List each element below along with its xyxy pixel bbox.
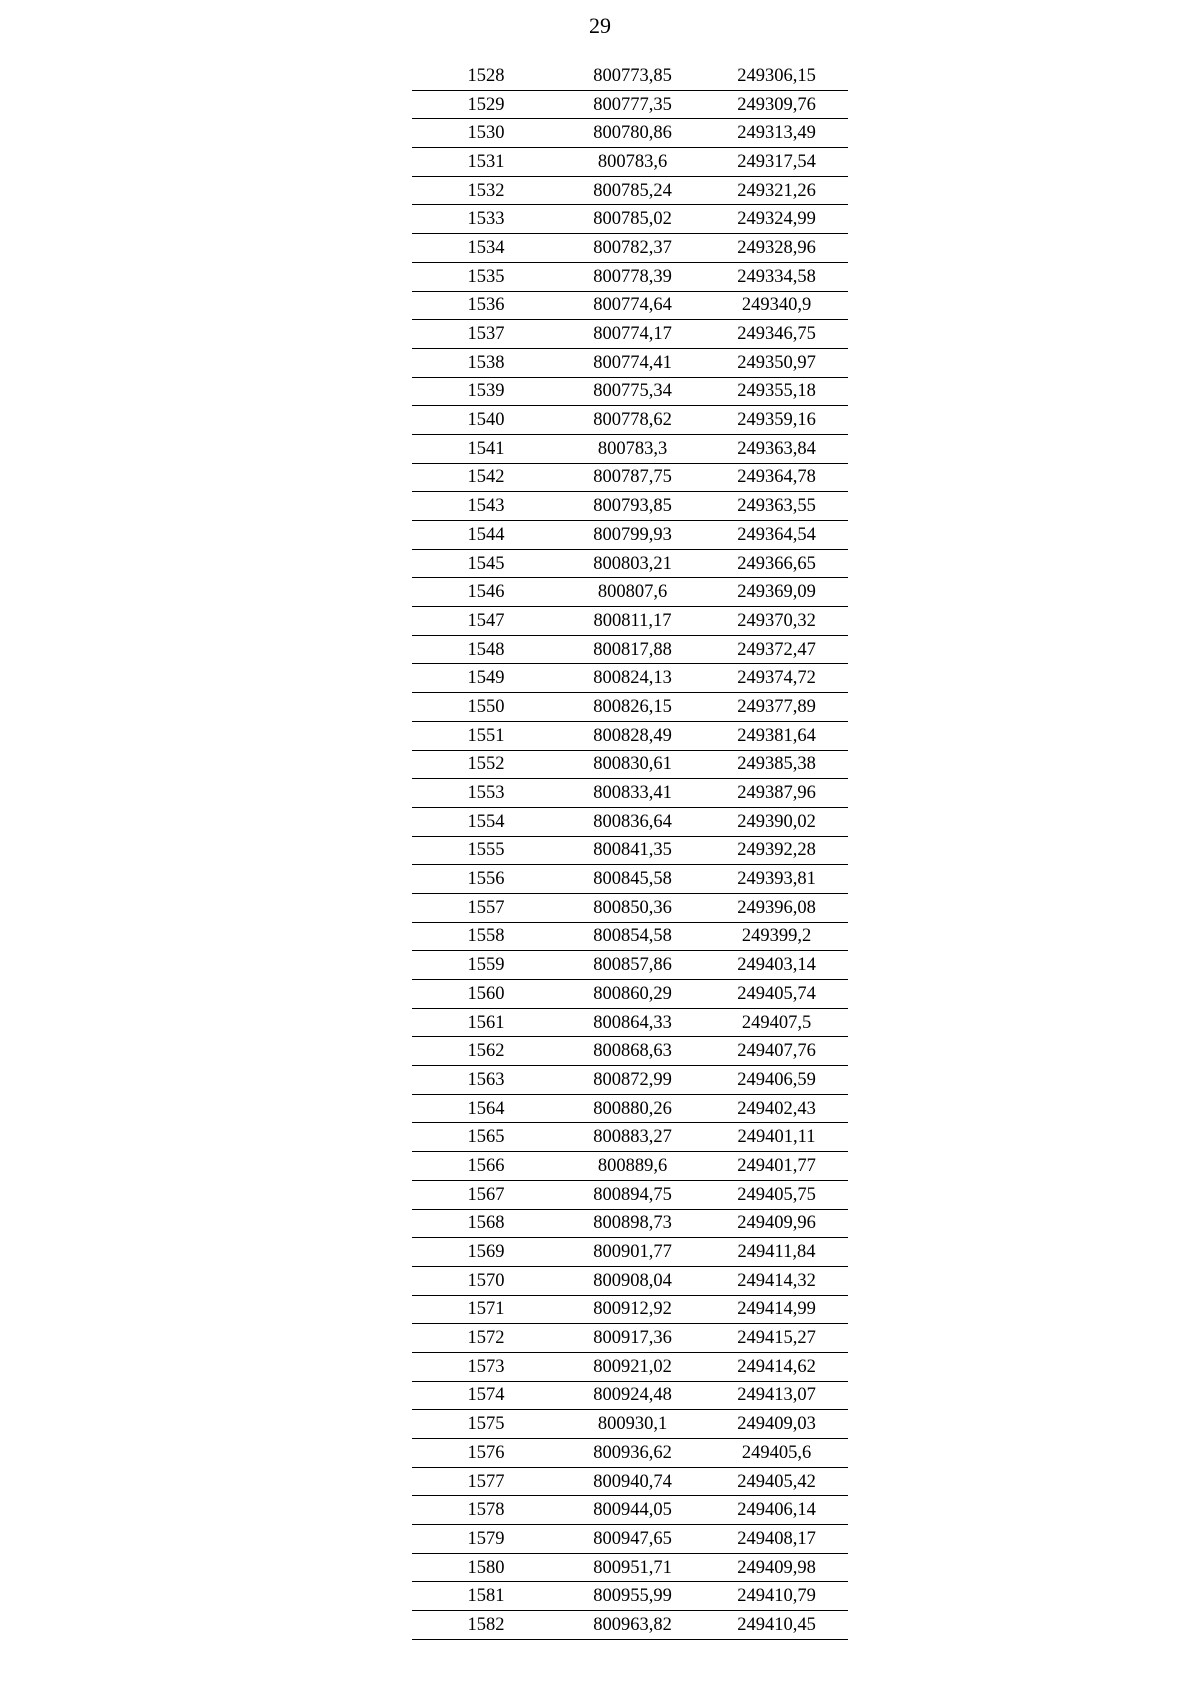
y-coordinate-cell: 249355,18: [705, 377, 848, 406]
x-coordinate-cell: 800824,13: [560, 664, 705, 693]
table-row: [412, 865, 848, 894]
y-coordinate-cell: 249366,65: [705, 549, 848, 578]
point-number-cell: 1546: [412, 578, 560, 607]
x-coordinate-cell: 800774,64: [560, 291, 705, 320]
coordinates-table-body: [412, 62, 848, 1639]
point-number-cell: 1577: [412, 1467, 560, 1496]
point-number-cell: 1578: [412, 1496, 560, 1525]
x-coordinate-cell: 800841,35: [560, 836, 705, 865]
y-coordinate-cell: 249414,99: [705, 1295, 848, 1324]
y-coordinate-cell: 249405,74: [705, 980, 848, 1009]
y-coordinate-cell: 249359,16: [705, 406, 848, 435]
x-coordinate-cell: 800830,61: [560, 750, 705, 779]
table-row: [412, 521, 848, 550]
point-number-cell: 1547: [412, 607, 560, 636]
y-coordinate-cell: 249406,59: [705, 1066, 848, 1095]
point-number-cell: 1555: [412, 836, 560, 865]
point-number-cell: 1558: [412, 922, 560, 951]
table-row: [412, 348, 848, 377]
x-coordinate-cell: 800845,58: [560, 865, 705, 894]
y-coordinate-cell: 249381,64: [705, 721, 848, 750]
x-coordinate-cell: 800782,37: [560, 234, 705, 263]
y-coordinate-cell: 249340,9: [705, 291, 848, 320]
y-coordinate-cell: 249399,2: [705, 922, 848, 951]
table-row: [412, 262, 848, 291]
x-coordinate-cell: 800833,41: [560, 779, 705, 808]
x-coordinate-cell: 800947,65: [560, 1525, 705, 1554]
table-row: [412, 549, 848, 578]
table-row: [412, 836, 848, 865]
y-coordinate-cell: 249414,62: [705, 1352, 848, 1381]
y-coordinate-cell: 249409,96: [705, 1209, 848, 1238]
x-coordinate-cell: 800883,27: [560, 1123, 705, 1152]
page-number: 29: [589, 13, 611, 38]
point-number-cell: 1566: [412, 1152, 560, 1181]
y-coordinate-cell: 249405,75: [705, 1180, 848, 1209]
table-row: [412, 1410, 848, 1439]
table-row: [412, 951, 848, 980]
point-number-cell: 1551: [412, 721, 560, 750]
y-coordinate-cell: 249317,54: [705, 148, 848, 177]
x-coordinate-cell: 800783,6: [560, 148, 705, 177]
x-coordinate-cell: 800811,17: [560, 607, 705, 636]
y-coordinate-cell: 249415,27: [705, 1324, 848, 1353]
x-coordinate-cell: 800963,82: [560, 1611, 705, 1640]
point-number-cell: 1563: [412, 1066, 560, 1095]
point-number-cell: 1528: [412, 62, 560, 90]
point-number-cell: 1535: [412, 262, 560, 291]
x-coordinate-cell: 800793,85: [560, 492, 705, 521]
x-coordinate-cell: 800936,62: [560, 1439, 705, 1468]
table-row: [412, 1209, 848, 1238]
y-coordinate-cell: 249409,98: [705, 1553, 848, 1582]
x-coordinate-cell: 800908,04: [560, 1266, 705, 1295]
table-row: [412, 90, 848, 119]
point-number-cell: 1536: [412, 291, 560, 320]
point-number-cell: 1571: [412, 1295, 560, 1324]
x-coordinate-cell: 800799,93: [560, 521, 705, 550]
table-row: [412, 492, 848, 521]
x-coordinate-cell: 800854,58: [560, 922, 705, 951]
table-row: [412, 664, 848, 693]
table-row: [412, 1066, 848, 1095]
point-number-cell: 1553: [412, 779, 560, 808]
y-coordinate-cell: 249321,26: [705, 176, 848, 205]
table-row: [412, 1553, 848, 1582]
table-row: [412, 980, 848, 1009]
table-row: [412, 1295, 848, 1324]
y-coordinate-cell: 249408,17: [705, 1525, 848, 1554]
y-coordinate-cell: 249411,84: [705, 1238, 848, 1267]
table-row: [412, 176, 848, 205]
point-number-cell: 1581: [412, 1582, 560, 1611]
table-row: [412, 1467, 848, 1496]
table-row: [412, 291, 848, 320]
point-number-cell: 1549: [412, 664, 560, 693]
table-row: [412, 1123, 848, 1152]
y-coordinate-cell: 249387,96: [705, 779, 848, 808]
point-number-cell: 1539: [412, 377, 560, 406]
point-number-cell: 1532: [412, 176, 560, 205]
point-number-cell: 1561: [412, 1008, 560, 1037]
point-number-cell: 1557: [412, 893, 560, 922]
point-number-cell: 1531: [412, 148, 560, 177]
x-coordinate-cell: 800826,15: [560, 693, 705, 722]
table-row: [412, 1582, 848, 1611]
x-coordinate-cell: 800860,29: [560, 980, 705, 1009]
table-row: [412, 1525, 848, 1554]
y-coordinate-cell: 249313,49: [705, 119, 848, 148]
x-coordinate-cell: 800817,88: [560, 635, 705, 664]
table-row: [412, 893, 848, 922]
x-coordinate-cell: 800828,49: [560, 721, 705, 750]
table-row: [412, 750, 848, 779]
table-row: [412, 721, 848, 750]
y-coordinate-cell: 249401,77: [705, 1152, 848, 1181]
table-row: [412, 119, 848, 148]
y-coordinate-cell: 249306,15: [705, 62, 848, 90]
point-number-cell: 1559: [412, 951, 560, 980]
x-coordinate-cell: 800924,48: [560, 1381, 705, 1410]
y-coordinate-cell: 249393,81: [705, 865, 848, 894]
point-number-cell: 1576: [412, 1439, 560, 1468]
point-number-cell: 1560: [412, 980, 560, 1009]
y-coordinate-cell: 249410,45: [705, 1611, 848, 1640]
y-coordinate-cell: 249369,09: [705, 578, 848, 607]
table-row: [412, 320, 848, 349]
point-number-cell: 1573: [412, 1352, 560, 1381]
y-coordinate-cell: 249406,14: [705, 1496, 848, 1525]
x-coordinate-cell: 800872,99: [560, 1066, 705, 1095]
x-coordinate-cell: 800912,92: [560, 1295, 705, 1324]
table-row: [412, 1324, 848, 1353]
y-coordinate-cell: 249407,5: [705, 1008, 848, 1037]
x-coordinate-cell: 800889,6: [560, 1152, 705, 1181]
y-coordinate-cell: 249374,72: [705, 664, 848, 693]
x-coordinate-cell: 800955,99: [560, 1582, 705, 1611]
point-number-cell: 1544: [412, 521, 560, 550]
x-coordinate-cell: 800850,36: [560, 893, 705, 922]
x-coordinate-cell: 800864,33: [560, 1008, 705, 1037]
y-coordinate-cell: 249410,79: [705, 1582, 848, 1611]
table-row: [412, 1611, 848, 1640]
table-row: [412, 1266, 848, 1295]
table-row: [412, 635, 848, 664]
point-number-cell: 1572: [412, 1324, 560, 1353]
table-row: [412, 1037, 848, 1066]
table-row: [412, 1381, 848, 1410]
point-number-cell: 1562: [412, 1037, 560, 1066]
point-number-cell: 1541: [412, 434, 560, 463]
y-coordinate-cell: 249409,03: [705, 1410, 848, 1439]
x-coordinate-cell: 800785,02: [560, 205, 705, 234]
table-row: [412, 62, 848, 90]
x-coordinate-cell: 800778,39: [560, 262, 705, 291]
x-coordinate-cell: 800785,24: [560, 176, 705, 205]
y-coordinate-cell: 249309,76: [705, 90, 848, 119]
table-row: [412, 434, 848, 463]
y-coordinate-cell: 249370,32: [705, 607, 848, 636]
table-row: [412, 578, 848, 607]
y-coordinate-cell: 249414,32: [705, 1266, 848, 1295]
table-row: [412, 693, 848, 722]
point-number-cell: 1579: [412, 1525, 560, 1554]
point-number-cell: 1543: [412, 492, 560, 521]
table-row: [412, 377, 848, 406]
point-number-cell: 1567: [412, 1180, 560, 1209]
x-coordinate-cell: 800894,75: [560, 1180, 705, 1209]
point-number-cell: 1537: [412, 320, 560, 349]
table-row: [412, 406, 848, 435]
table-row: [412, 807, 848, 836]
x-coordinate-cell: 800774,17: [560, 320, 705, 349]
x-coordinate-cell: 800807,6: [560, 578, 705, 607]
y-coordinate-cell: 249334,58: [705, 262, 848, 291]
point-number-cell: 1556: [412, 865, 560, 894]
table-row: [412, 234, 848, 263]
x-coordinate-cell: 800774,41: [560, 348, 705, 377]
point-number-cell: 1534: [412, 234, 560, 263]
x-coordinate-cell: 800780,86: [560, 119, 705, 148]
point-number-cell: 1538: [412, 348, 560, 377]
y-coordinate-cell: 249324,99: [705, 205, 848, 234]
table-row: [412, 779, 848, 808]
x-coordinate-cell: 800940,74: [560, 1467, 705, 1496]
point-number-cell: 1529: [412, 90, 560, 119]
table-row: [412, 463, 848, 492]
point-number-cell: 1575: [412, 1410, 560, 1439]
table-row: [412, 1352, 848, 1381]
x-coordinate-cell: 800775,34: [560, 377, 705, 406]
x-coordinate-cell: 800787,75: [560, 463, 705, 492]
point-number-cell: 1568: [412, 1209, 560, 1238]
x-coordinate-cell: 800930,1: [560, 1410, 705, 1439]
point-number-cell: 1533: [412, 205, 560, 234]
point-number-cell: 1548: [412, 635, 560, 664]
y-coordinate-cell: 249328,96: [705, 234, 848, 263]
y-coordinate-cell: 249403,14: [705, 951, 848, 980]
x-coordinate-cell: 800898,73: [560, 1209, 705, 1238]
point-number-cell: 1570: [412, 1266, 560, 1295]
point-number-cell: 1582: [412, 1611, 560, 1640]
y-coordinate-cell: 249364,54: [705, 521, 848, 550]
table-row: [412, 148, 848, 177]
table-row: [412, 1439, 848, 1468]
y-coordinate-cell: 249390,02: [705, 807, 848, 836]
coordinates-table: [412, 62, 848, 1640]
table-row: [412, 607, 848, 636]
y-coordinate-cell: 249372,47: [705, 635, 848, 664]
y-coordinate-cell: 249364,78: [705, 463, 848, 492]
x-coordinate-cell: 800783,3: [560, 434, 705, 463]
x-coordinate-cell: 800857,86: [560, 951, 705, 980]
point-number-cell: 1554: [412, 807, 560, 836]
point-number-cell: 1542: [412, 463, 560, 492]
y-coordinate-cell: 249363,55: [705, 492, 848, 521]
table-row: [412, 1496, 848, 1525]
y-coordinate-cell: 249405,42: [705, 1467, 848, 1496]
x-coordinate-cell: 800777,35: [560, 90, 705, 119]
point-number-cell: 1545: [412, 549, 560, 578]
y-coordinate-cell: 249346,75: [705, 320, 848, 349]
x-coordinate-cell: 800917,36: [560, 1324, 705, 1353]
point-number-cell: 1550: [412, 693, 560, 722]
x-coordinate-cell: 800773,85: [560, 62, 705, 90]
x-coordinate-cell: 800944,05: [560, 1496, 705, 1525]
table-row: [412, 1152, 848, 1181]
x-coordinate-cell: 800868,63: [560, 1037, 705, 1066]
table-row: [412, 1094, 848, 1123]
x-coordinate-cell: 800951,71: [560, 1553, 705, 1582]
table-row: [412, 1238, 848, 1267]
y-coordinate-cell: 249401,11: [705, 1123, 848, 1152]
x-coordinate-cell: 800901,77: [560, 1238, 705, 1267]
x-coordinate-cell: 800778,62: [560, 406, 705, 435]
point-number-cell: 1552: [412, 750, 560, 779]
y-coordinate-cell: 249377,89: [705, 693, 848, 722]
y-coordinate-cell: 249363,84: [705, 434, 848, 463]
point-number-cell: 1564: [412, 1094, 560, 1123]
y-coordinate-cell: 249413,07: [705, 1381, 848, 1410]
y-coordinate-cell: 249407,76: [705, 1037, 848, 1066]
x-coordinate-cell: 800803,21: [560, 549, 705, 578]
point-number-cell: 1569: [412, 1238, 560, 1267]
table-row: [412, 205, 848, 234]
table-row: [412, 1008, 848, 1037]
point-number-cell: 1574: [412, 1381, 560, 1410]
point-number-cell: 1580: [412, 1553, 560, 1582]
table-row: [412, 1180, 848, 1209]
point-number-cell: 1530: [412, 119, 560, 148]
x-coordinate-cell: 800880,26: [560, 1094, 705, 1123]
point-number-cell: 1565: [412, 1123, 560, 1152]
table-row: [412, 922, 848, 951]
point-number-cell: 1540: [412, 406, 560, 435]
y-coordinate-cell: 249350,97: [705, 348, 848, 377]
x-coordinate-cell: 800921,02: [560, 1352, 705, 1381]
y-coordinate-cell: 249396,08: [705, 893, 848, 922]
y-coordinate-cell: 249402,43: [705, 1094, 848, 1123]
y-coordinate-cell: 249385,38: [705, 750, 848, 779]
y-coordinate-cell: 249392,28: [705, 836, 848, 865]
y-coordinate-cell: 249405,6: [705, 1439, 848, 1468]
x-coordinate-cell: 800836,64: [560, 807, 705, 836]
